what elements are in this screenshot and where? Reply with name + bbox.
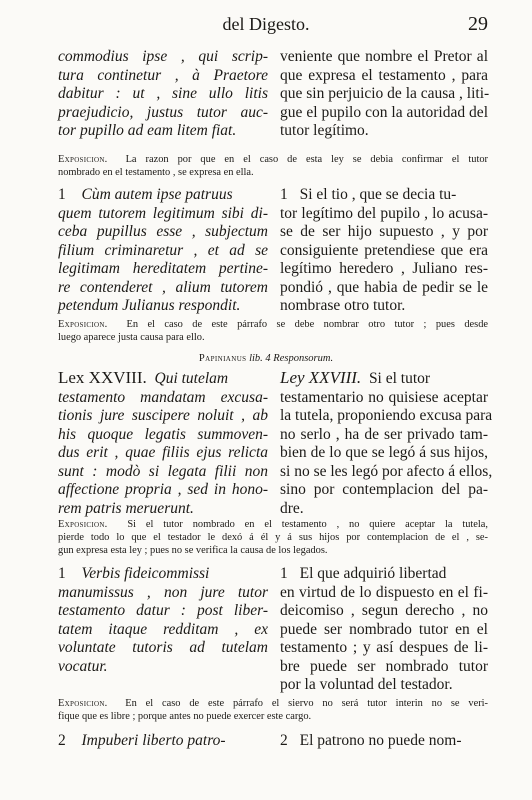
spanish-text	[280, 48, 488, 141]
text-line: que expresa el testamento , para	[280, 66, 488, 84]
text-line: Si el tutor	[368, 370, 431, 387]
spanish-text	[280, 186, 488, 316]
text-line: gue el pupilo con la autoridad del	[280, 103, 488, 121]
text-line: pondió , que habia de pedir se le	[280, 278, 488, 296]
note-line: nombrado en el testamento , se expresa en ella.	[58, 167, 254, 178]
source-work: lib. 4 Responsorum.	[249, 353, 334, 364]
text-line: veniente que nombre el Pretor al	[280, 48, 488, 65]
text-line: testamentario no quisiese aceptar	[280, 388, 488, 406]
text-line: testamento ; y así despues de li-	[280, 639, 488, 656]
text-line: Cùm autem ipse patruus	[81, 186, 233, 203]
text-line: vocatur.	[58, 657, 108, 675]
latin-text	[58, 732, 268, 751]
paragraph-pair-2	[58, 186, 488, 316]
text-line: tionis jure suscipere noluit , ab	[58, 407, 268, 424]
text-line: tatem itaque redditam , ex	[58, 620, 268, 638]
text-line: deicomiso , segun derecho , no	[280, 602, 488, 619]
text-line: ceba pupillus esse , subjectum	[58, 223, 268, 240]
text-line: re contenderet , alium tutorem	[58, 278, 268, 296]
note-line: fique que es libre ; porque antes no puede exercer este cargo.	[58, 711, 312, 722]
page-number: 29	[468, 13, 488, 35]
note-line: pierde todo lo que el testador le dexó á él y á sus hijos por contemplacion de el , se-	[58, 532, 488, 543]
text-line: que sin perjuicio de la causa , liti-	[280, 85, 490, 102]
latin-text	[58, 565, 268, 676]
exposicion-note	[58, 153, 488, 179]
paragraph-number: 2	[280, 732, 288, 749]
note-line: En el caso de este párrafo se debe nombrar otro tutor ; pues desde	[126, 319, 488, 330]
note-line: gun expresa esta ley ; pues no se verifica la causa de los legados.	[58, 545, 328, 556]
text-line: commodius ipse , qui scrip-	[58, 48, 268, 65]
source-attribution	[0, 353, 532, 364]
exposicion-label: Exposicion.	[58, 698, 108, 709]
text-line: Verbis fideicommissi	[81, 565, 210, 582]
note-line: En el caso de este párrafo el siervo no será tutor interin no se veri-	[125, 698, 489, 709]
exposicion-label: Exposicion.	[58, 519, 108, 530]
text-line: his quoque legatis summoven-	[58, 425, 268, 443]
text-line: no serlo , ha de ser privado tam-	[280, 425, 488, 443]
text-line: quem tutorem legitimum sibi di-	[58, 204, 268, 222]
exposicion-note	[58, 318, 488, 344]
text-line: testamento mandatam excusa-	[58, 388, 268, 406]
note-line: La razon por que en el caso de esta ley se debia confirmar el tutor	[125, 154, 488, 165]
text-line: si no se les legó por afecto á ellos,	[280, 462, 493, 480]
text-line: rem patris meruerunt.	[58, 499, 194, 517]
text-line: dre.	[280, 499, 304, 517]
ley-heading: Ley XXVIII.	[280, 368, 362, 387]
paragraph-number: 2	[58, 732, 66, 749]
text-line: El que adquirió libertad	[299, 565, 447, 582]
text-line: bre puede ser nombrado tutor	[280, 657, 488, 675]
spanish-text	[280, 732, 488, 751]
text-line: manumissus , non jure tutor	[58, 583, 268, 601]
text-line: tor legítimo del pupilo , lo acusa-	[280, 204, 488, 222]
running-title: del Digesto.	[222, 14, 310, 34]
text-line: legítimo heredero , Juliano res-	[280, 260, 488, 277]
text-line: petendum Julianus respondit.	[58, 297, 241, 314]
text-line: sunt : modò si legata filii non	[58, 462, 268, 480]
text-line: por la voluntad del testador.	[280, 676, 453, 693]
text-line: puede ser nombrado tutor en el	[280, 620, 488, 638]
text-line: consiguiente pretendiese que era	[280, 241, 488, 259]
running-head	[0, 14, 532, 38]
paragraph-pair-3	[58, 368, 493, 517]
exposicion-label: Exposicion.	[58, 154, 108, 165]
text-line: en virtud de lo dispuesto en el fi-	[280, 583, 488, 601]
text-line: Qui tutelam	[154, 370, 229, 387]
text-line: Si el tio , que se decia tu-	[299, 186, 457, 203]
text-line: dabitur : ut , sine ullo litis	[58, 85, 268, 102]
text-line: la tutela, proponiendo excusa para	[280, 407, 493, 424]
paragraph-number: 1	[280, 186, 288, 203]
paragraph-number: 1	[280, 565, 288, 582]
lex-heading: Lex XXVIII.	[58, 368, 147, 387]
paragraph-pair-1	[58, 48, 488, 143]
text-line: dus erit , quae filiis ejus relicta	[58, 444, 268, 461]
spanish-text	[280, 368, 493, 518]
latin-text	[58, 48, 268, 141]
paragraph-pair-4	[58, 565, 488, 695]
paragraph-number: 1	[58, 565, 66, 582]
author-name: Papinianus	[198, 353, 247, 364]
text-line: praejudicio, justus tutor auc-	[58, 103, 268, 121]
exposicion-note	[58, 518, 488, 557]
text-line: voluntate tutoris ad tutelam	[58, 639, 268, 656]
latin-text	[58, 369, 268, 518]
text-line: testamento datur : post liber-	[58, 602, 268, 619]
note-line: luego aparece justa causa para ello.	[58, 332, 205, 343]
text-line: legitimam hereditatem pertine-	[58, 260, 268, 277]
text-line: bien de lo que se legó á sus hijos,	[280, 444, 488, 461]
text-line: tura continetur , à Praetore	[58, 66, 268, 84]
paragraph-pair-5	[58, 732, 488, 756]
text-line: tutor legítimo.	[280, 122, 369, 139]
text-line: nombrase otro tutor.	[280, 297, 406, 314]
latin-text	[58, 186, 268, 316]
exposicion-note	[58, 697, 488, 723]
spanish-text	[280, 565, 488, 695]
text-line: se de ser hijo supuesto , y por	[280, 223, 488, 240]
text-line: tor pupillo ad eam litem fiat.	[58, 122, 237, 139]
text-line: affectione propria , sed in hono-	[58, 481, 268, 498]
text-line: Impuberi liberto patro-	[81, 732, 226, 749]
text-line: sino por contemplacion del pa-	[280, 481, 488, 498]
note-line: Si el tutor nombrado en el testamento , no quiere aceptar la tutela,	[127, 519, 489, 530]
text-line: filium criminaretur , et ad se	[58, 241, 268, 259]
paragraph-number: 1	[58, 186, 66, 203]
exposicion-label: Exposicion.	[58, 319, 108, 330]
text-line: El patrono no puede nom-	[299, 732, 462, 749]
